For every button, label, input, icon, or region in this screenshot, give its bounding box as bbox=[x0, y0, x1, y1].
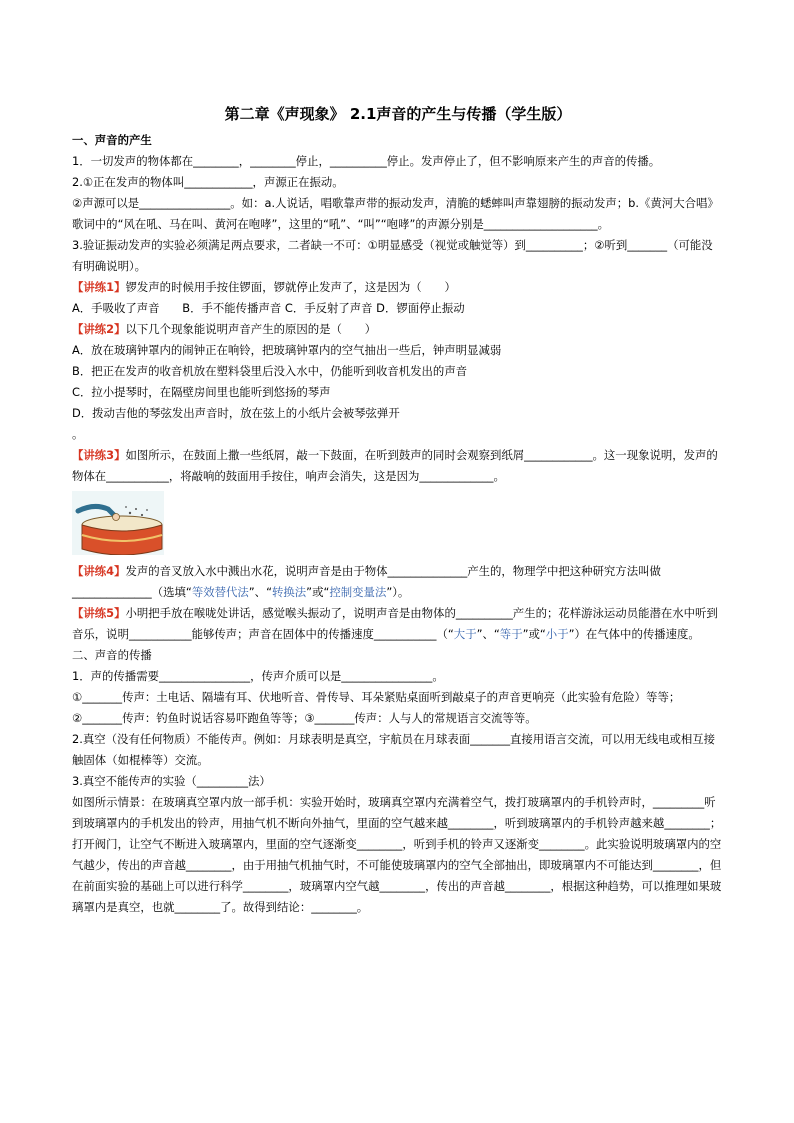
option-text: 转换法 bbox=[271, 585, 307, 599]
punctuation: ”）。 bbox=[386, 585, 410, 599]
practice-5 bbox=[72, 603, 724, 645]
text-line: 2.①正在发声的物体叫____________，声源正在振动。 bbox=[72, 175, 344, 189]
question-text: 锣发声的时候用手按住锣面，锣就停止发声了，这是因为（ ） bbox=[125, 280, 456, 294]
punctuation: ”或“ bbox=[522, 627, 546, 641]
text-line: 1．声的传播需要________________，传声介质可以是________________。 bbox=[72, 669, 444, 683]
text-line: 3.验证振动发声的实验必须满足两点要求，二者缺一不可：①明显感受（视觉或触觉等）到__________；②听到_______（可能没有明确说明）。 bbox=[72, 238, 713, 273]
choice-options: A．手吸收了声音 B．手不能传播声音 C．手反射了声音 D．锣面停止振动 bbox=[72, 301, 465, 315]
page-title: 第二章《声现象》 2.1声音的产生与传播（学生版） bbox=[224, 105, 572, 123]
punctuation: ”、“ bbox=[476, 627, 500, 641]
practice-2 bbox=[72, 319, 724, 340]
practice-1 bbox=[72, 277, 724, 298]
practice-tag: 【讲练5】 bbox=[72, 606, 126, 620]
question-text: 如图所示，在鼓面上撒一些纸屑，敲一下鼓面，在听到鼓声的同时会观察到纸屑____________。这一现象说明，发声的物体在___________，将敲响的鼓面用手按住，响声会消失，这是因为_____________。 bbox=[72, 448, 718, 483]
drum-figure bbox=[72, 491, 164, 555]
text-line: ②声源可以是________________。如：a.人说话，唱歌靠声带的振动发声，清脆的蟋蟀叫声靠翅膀的振动发声；b.《黄河大合唱》歌词中的“风在吼、马在叫、黄河在咆哮”，这里的“吼”、“叫”“咆哮”的声源分别是____________________。 bbox=[72, 196, 719, 231]
practice-tag: 【讲练4】 bbox=[72, 564, 126, 578]
punctuation: ”、“ bbox=[248, 585, 272, 599]
practice-tag: 【讲练1】 bbox=[72, 280, 126, 294]
choice-option-a: A．放在玻璃钟罩内的闹钟正在响铃，把玻璃钟罩内的空气抽出一些后，钟声明显减弱 bbox=[72, 343, 502, 357]
stray-period: 。 bbox=[72, 427, 84, 441]
option-text: 等效替代法 bbox=[191, 585, 249, 599]
text-line: 2.真空（没有任何物质）不能传声。例如：月球表明是真空，宇航员在月球表面_______直接用语言交流，可以用无线电或相互接触固体（如棍棒等）交流。 bbox=[72, 732, 716, 767]
text-line: 如图所示情景：在玻璃真空罩内放一部手机：实验开始时，玻璃真空罩内充满着空气，拨打玻璃罩内的手机铃声时，_________听到玻璃罩内的手机发出的铃声，用抽气机不断向外抽气，里面的空气越来越________，听到玻璃罩内的手机铃声越来越________；打开阀门，让空气不断进入玻璃罩内，里面的空气逐渐变________，听到手机的铃声又逐渐变________。此实验说明玻璃罩内的空气越少，传出的声音越________，由于用抽气机抽气时，不可能使玻璃罩内的空气全部抽出，即玻璃罩内不可能达到________，但在前面实验的基础上可以进行科学________，玻璃罩内空气越________，传出的声音越________，根据这种趋势，可以推理如果玻璃罩内是真空，也就________了。故得到结论：________。 bbox=[72, 795, 722, 914]
choice-option-b: B．把正在发声的收音机放在塑料袋里后没入水中，仍能听到收音机发出的声音 bbox=[72, 364, 468, 378]
option-text: 大于 bbox=[453, 627, 477, 641]
text-line: ①_______传声：土电话、隔墙有耳、伏地听音、骨传导、耳朵紧贴桌面听到敲桌子的声音更响亮（此实验有危险）等等；②_______传声：钓鱼时说话容易吓跑鱼等等；③_______传声：人与人的常规语言交流等等。 bbox=[72, 690, 681, 725]
question-text: 发声的音叉放入水中溅出水花，说明声音是由于物体______________产生的，物理学中把这种研究方法叫做______________（选填“ bbox=[72, 564, 661, 599]
practice-4 bbox=[72, 561, 724, 603]
section-heading-sound-production: 一、声音的产生 bbox=[72, 133, 152, 147]
worksheet-page bbox=[72, 104, 724, 918]
choice-option-c: C．拉小提琴时，在隔壁房间里也能听到悠扬的琴声 bbox=[72, 385, 331, 399]
drum-with-paper-scraps-icon bbox=[72, 491, 164, 555]
text-line: 1．一切发声的物体都在________，________停止，__________停止。发声停止了，但不影响原来产生的声音的传播。 bbox=[72, 154, 661, 168]
practice-tag: 【讲练2】 bbox=[72, 322, 126, 336]
practice-3 bbox=[72, 445, 724, 487]
question-text: 以下几个现象能说明声音产生的原因的是（ ） bbox=[125, 322, 377, 336]
option-text: 控制变量法 bbox=[329, 585, 387, 599]
section-heading-sound-propagation: 二、声音的传播 bbox=[72, 648, 152, 662]
option-text: 等于 bbox=[499, 627, 523, 641]
practice-tag: 【讲练3】 bbox=[72, 448, 126, 462]
question-text: 小明把手放在喉咙处讲话，感觉喉头振动了，说明声音是由物体的__________产生的；花样游泳运动员能潜在水中听到音乐，说明___________能够传声；声音在固体中的传播速度___________（“ bbox=[72, 606, 718, 641]
choice-option-d: D．拨动吉他的琴弦发出声音时，放在弦上的小纸片会被琴弦弹开 bbox=[72, 406, 400, 420]
option-text: 小于 bbox=[545, 627, 569, 641]
text-line: 3.真空不能传声的实验（_________法） bbox=[72, 774, 271, 788]
punctuation: ”或“ bbox=[306, 585, 330, 599]
punctuation: ”）在气体中的传播速度。 bbox=[568, 627, 700, 641]
